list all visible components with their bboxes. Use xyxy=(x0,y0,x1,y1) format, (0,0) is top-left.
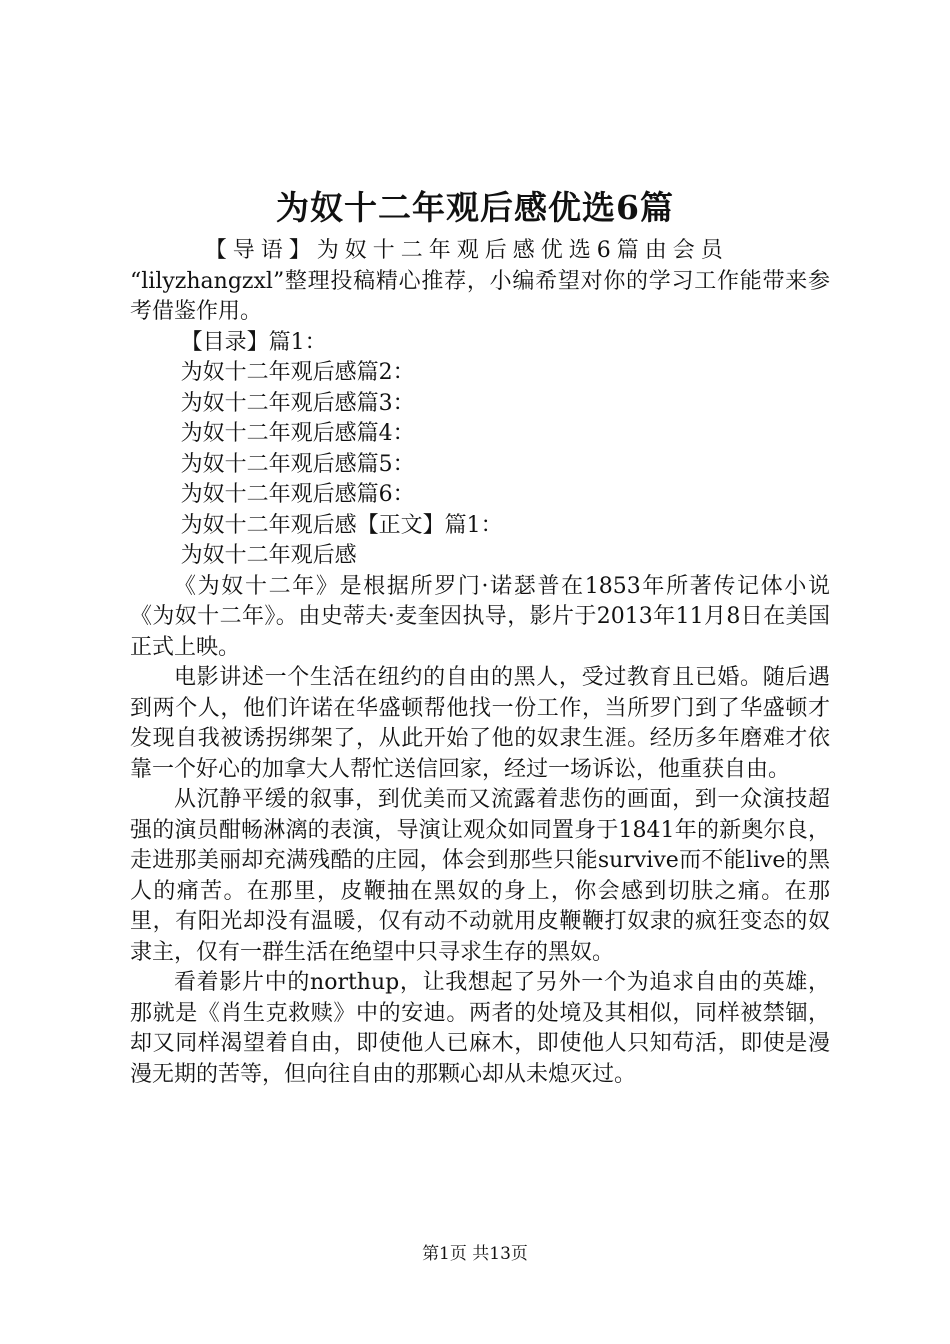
intro-paragraph-line1: 【导语】为奴十二年观后感优选6篇由会员 xyxy=(204,238,729,263)
toc-item: 为奴十二年观后感篇2： xyxy=(180,360,415,385)
document-title: 为奴十二年观后感优选6篇 xyxy=(276,188,674,227)
document-body xyxy=(130,236,830,1090)
toc-item: 【目录】篇1： xyxy=(180,329,327,355)
intro-paragraph-line2: “lilyzhangzxl”整理投稿精心推荐，小编希望对你的学习工作能带来参考借鉴作用。 xyxy=(130,268,830,324)
body-paragraph: 从沉静平缓的叙事，到优美而又流露着悲伤的画面，到一众演技超强的演员酣畅淋漓的表演，导演让观众如同置身于1841年的新奥尔良，走进那美丽却充满残酷的庄园，体会到那些只能survive而不能live的黑人的痛苦。在那里，皮鞭抽在黑奴的身上，你会感到切肤之痛。在那里，有阳光却没有温暖，仅有动不动就用皮鞭鞭打奴隶的疯狂变态的奴隶主，仅有一群生活在绝望中只寻求生存的黑奴。 xyxy=(130,787,830,965)
toc-item: 为奴十二年观后感篇4： xyxy=(180,421,415,446)
toc-item: 为奴十二年观后感篇3： xyxy=(180,390,415,416)
body-paragraph: 电影讲述一个生活在纽约的自由的黑人，受过教育且已婚。随后遇到两个人，他们许诺在华盛顿帮他找一份工作，当所罗门到了华盛顿才发现自我被诱拐绑架了，从此开始了他的奴隶生涯。经历多年磨难才依靠一个好心的加拿大人帮忙送信回家，经过一场诉讼，他重获自由。 xyxy=(130,665,830,782)
toc-item: 为奴十二年观后感篇6： xyxy=(180,482,415,507)
page-footer: 第1页 共13页 xyxy=(422,1244,528,1264)
body-paragraph: 《为奴十二年》是根据所罗门·诺瑟普在1853年所著传记体小说《为奴十二年》。由史蒂夫·麦奎因执导，影片于2013年11月8日在美国正式上映。 xyxy=(130,573,830,660)
toc-item: 为奴十二年观后感【正文】篇1： xyxy=(180,512,503,538)
body-paragraph: 看着影片中的northup，让我想起了另外一个为追求自由的英雄，那就是《肖生克救赎》中的安迪。两者的处境及其相似，同样被禁锢，却又同样渴望着自由，即使他人已麻木，即使他人只知苟活，即使是漫漫无期的苦等，但向往自由的那颗心却从未熄灭过。 xyxy=(130,970,830,1087)
toc-item: 为奴十二年观后感篇5： xyxy=(180,451,415,477)
toc-item: 为奴十二年观后感 xyxy=(180,543,357,568)
table-of-contents xyxy=(130,328,830,572)
